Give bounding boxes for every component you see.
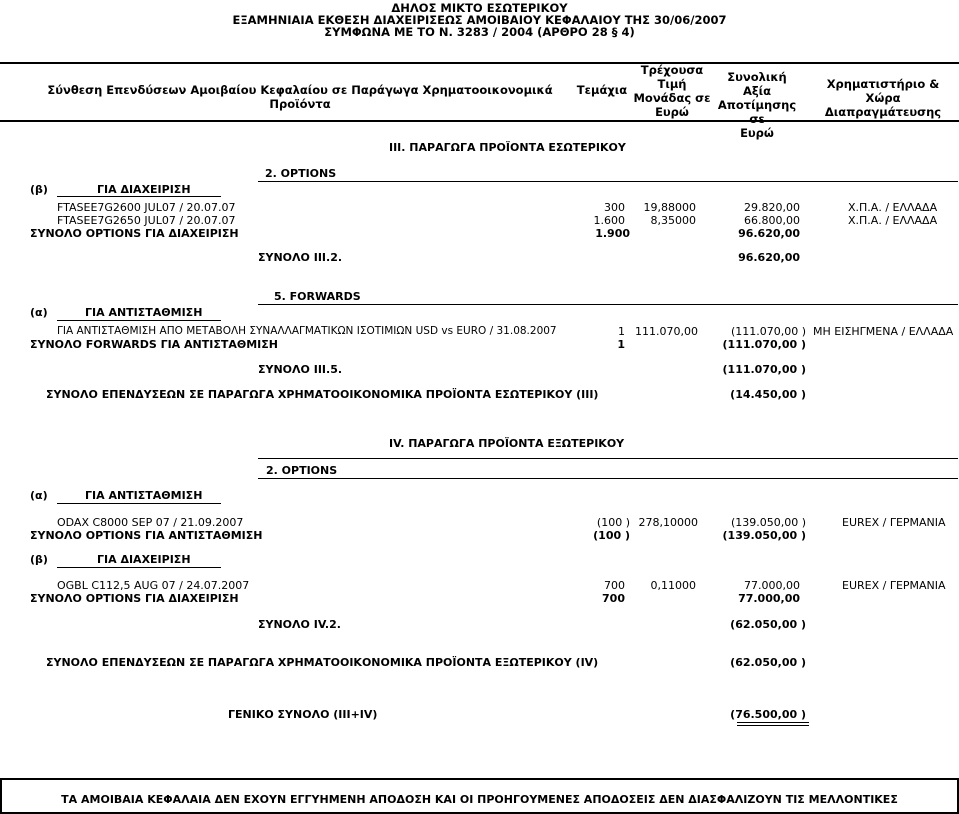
- subtotal-value: 96.620,00: [738, 227, 800, 240]
- row-value: (111.070,00 ): [730, 325, 806, 338]
- report-title-line2: ΕΞΑΜΗΝΙΑΙΑ ΕΚΘΕΣΗ ΔΙΑΧΕΙΡΙΣΕΩΣ ΑΜΟΙΒΑΙΟΥ ΚΕΦΑΛΑΙΟΥ ΤΗΣ 30/06/2007: [232, 13, 727, 27]
- row-market: EUREX / ΓΕΡΜΑΝΙΑ: [842, 516, 946, 529]
- total-label: ΣΥΝΟΛΟ ΙΙΙ.2.: [258, 251, 343, 264]
- row-value: 66.800,00: [744, 214, 800, 227]
- section-4-options-rule: [258, 478, 958, 479]
- row-price: 0,11000: [650, 579, 696, 592]
- section-3-options-heading: 2. OPTIONS: [265, 167, 337, 180]
- row-name: ODAX C8000 SEP 07 / 21.09.2007: [57, 516, 244, 529]
- section-3-options-sub-title: ΓΙΑ ΔΙΑΧΕΙΡΙΣΗ: [97, 183, 191, 196]
- total-value: (111.070,00 ): [722, 363, 806, 376]
- row-market: ΜΗ ΕΙΣΗΓΜΕΝΑ / ΕΛΛΑΔΑ: [813, 325, 954, 338]
- underline: [57, 320, 221, 321]
- header-exchange-country: Χρηματιστήριο & Χώρα Διαπραγμάτευσης: [824, 77, 942, 119]
- report-title-line3: ΣΥΜΦΩΝΑ ΜΕ ΤΟ Ν. 3283 / 2004 (ΑΡΘΡΟ 28 § 4): [324, 25, 635, 39]
- subtotal-label: ΣΥΝΟΛΟ OPTIONS ΓΙΑ ΑΝΤΙΣΤΑΘΜΙΣΗ: [30, 529, 263, 542]
- underline: [57, 503, 221, 504]
- double-underline: [737, 722, 809, 723]
- subtotal-value: (111.070,00 ): [722, 338, 806, 351]
- row-price: 8,35000: [650, 214, 696, 227]
- section-3-forwards-rule: [258, 304, 958, 305]
- disclaimer-text: ΤΑ ΑΜΟΙΒΑΙΑ ΚΕΦΑΛΑΙΑ ΔΕΝ ΕΧΟΥΝ ΕΓΓΥΗΜΕΝΗ ΑΠΟΔΟΣΗ ΚΑΙ ΟΙ ΠΡΟΗΓΟΥΜΕΝΕΣ ΑΠΟΔΟΣΕΙΣ ΔΕΝ ΔΙΑΣΦΑΛΙΖΟΥΝ ΤΙΣ ΜΕΛΛΟΝΤΙΚΕΣ: [61, 793, 898, 806]
- row-name: ΓΙΑ ΑΝΤΙΣΤΑΘΜΙΣΗ ΑΠΟ ΜΕΤΑΒΟΛΗ ΣΥΝΑΛΛΑΓΜΑΤΙΚΩΝ ΙΣΟΤΙΜΙΩΝ USD vs EURO / 31.08.2007: [57, 325, 557, 337]
- section-3-forwards-heading: 5. FORWARDS: [274, 290, 361, 303]
- general-total-label: ΓΕΝΙΚΟ ΣΥΝΟΛΟ (III+IV): [228, 708, 378, 721]
- underline: [57, 196, 221, 197]
- header-units: Τεμάχια: [576, 83, 628, 97]
- section-4-mgmt-title: ΓΙΑ ΔΙΑΧΕΙΡΙΣΗ: [97, 553, 191, 566]
- header-bottom-rule: [0, 120, 959, 122]
- section-4-title: IV. ΠΑΡΑΓΩΓΑ ΠΡΟΪΟΝΤΑ ΕΞΩΤΕΡΙΚΟΥ: [389, 437, 625, 450]
- row-price: 19,88000: [643, 201, 696, 214]
- header-composition: Σύνθεση Επενδύσεων Αμοιβαίου Κεφαλαίου σε Παράγωγα Χρηματοοικονομικά Προϊόντα: [47, 83, 553, 111]
- row-units: 300: [604, 201, 625, 214]
- section-4-mgmt-label: (β): [30, 553, 48, 566]
- underline: [57, 567, 221, 568]
- grand-total-value: (62.050,00 ): [730, 656, 806, 669]
- row-price: 111.070,00: [635, 325, 698, 338]
- total-value: (62.050,00 ): [730, 618, 806, 631]
- section-4-hedge-label: (α): [30, 489, 48, 502]
- grand-total-label: ΣΥΝΟΛΟ ΕΠΕΝΔΥΣΕΩΝ ΣΕ ΠΑΡΑΓΩΓΑ ΧΡΗΜΑΤΟΟΙΚΟΝΟΜΙΚΑ ΠΡΟΪΟΝΤΑ ΕΣΩΤΕΡΙΚΟΥ (ΙΙΙ): [46, 388, 599, 401]
- row-market: Χ.Π.Α. / ΕΛΛΑΔΑ: [848, 201, 938, 214]
- row-value: (139.050,00 ): [730, 516, 806, 529]
- row-name: FTASEE7G2650 JUL07 / 20.07.07: [57, 214, 236, 227]
- report-title-line1: ΔΗΛΟΣ ΜΙΚΤΟ ΕΣΩΤΕΡΙΚΟΥ: [391, 1, 568, 15]
- row-name: FTASEE7G2600 JUL07 / 20.07.07: [57, 201, 236, 214]
- row-units: 1: [618, 325, 625, 338]
- row-market: Χ.Π.Α. / ΕΛΛΑΔΑ: [848, 214, 938, 227]
- row-market: EUREX / ΓΕΡΜΑΝΙΑ: [842, 579, 946, 592]
- row-name: OGBL C112,5 AUG 07 / 24.07.2007: [57, 579, 250, 592]
- section-4-options-heading: 2. OPTIONS: [266, 464, 338, 477]
- row-units: (100 ): [596, 516, 630, 529]
- header-total-valuation: Συνολική Αξία Αποτίμησης σε Ευρώ: [717, 70, 797, 140]
- subtotal-units: 700: [602, 592, 625, 605]
- total-label: ΣΥΝΟΛΟ ΙΙΙ.5.: [258, 363, 343, 376]
- section-3-title: ΙΙΙ. ΠΑΡΑΓΩΓΑ ΠΡΟΪΟΝΤΑ ΕΣΩΤΕΡΙΚΟΥ: [389, 141, 626, 154]
- subtotal-value: (139.050,00 ): [722, 529, 806, 542]
- section-3-options-rule: [258, 181, 958, 182]
- subtotal-label: ΣΥΝΟΛΟ OPTIONS ΓΙΑ ΔΙΑΧΕΙΡΙΣΗ: [30, 592, 239, 605]
- row-value: 29.820,00: [744, 201, 800, 214]
- row-units: 1.600: [593, 214, 625, 227]
- section-3-forwards-sub-label: (α): [30, 306, 48, 319]
- row-value: 77.000,00: [744, 579, 800, 592]
- section-4-hedge-title: ΓΙΑ ΑΝΤΙΣΤΑΘΜΙΣΗ: [85, 489, 203, 502]
- section-3-forwards-sub-title: ΓΙΑ ΑΝΤΙΣΤΑΘΜΙΣΗ: [85, 306, 203, 319]
- total-value: 96.620,00: [738, 251, 800, 264]
- subtotal-label: ΣΥΝΟΛΟ FORWARDS ΓΙΑ ΑΝΤΙΣΤΑΘΜΙΣΗ: [30, 338, 278, 351]
- subtotal-label: ΣΥΝΟΛΟ OPTIONS ΓΙΑ ΔΙΑΧΕΙΡΙΣΗ: [30, 227, 239, 240]
- subtotal-units: (100 ): [593, 529, 630, 542]
- subtotal-value: 77.000,00: [738, 592, 800, 605]
- subtotal-units: 1.900: [595, 227, 630, 240]
- header-unit-price: Τρέχουσα Τιμή Μονάδας σε Ευρώ: [633, 63, 711, 119]
- grand-total-value: (14.450,00 ): [730, 388, 806, 401]
- row-units: 700: [604, 579, 625, 592]
- row-price: 278,10000: [638, 516, 698, 529]
- header-top-rule: [0, 62, 959, 64]
- section-4-rule: [258, 458, 958, 459]
- general-total-value: (76.500,00 ): [730, 708, 806, 721]
- section-3-options-sub-label: (β): [30, 183, 48, 196]
- total-label: ΣΥΝΟΛΟ IV.2.: [258, 618, 341, 631]
- subtotal-units: 1: [617, 338, 625, 351]
- grand-total-label: ΣΥΝΟΛΟ ΕΠΕΝΔΥΣΕΩΝ ΣΕ ΠΑΡΑΓΩΓΑ ΧΡΗΜΑΤΟΟΙΚΟΝΟΜΙΚΑ ΠΡΟΪΟΝΤΑ ΕΞΩΤΕΡΙΚΟΥ (IV): [46, 656, 599, 669]
- double-underline: [737, 725, 809, 726]
